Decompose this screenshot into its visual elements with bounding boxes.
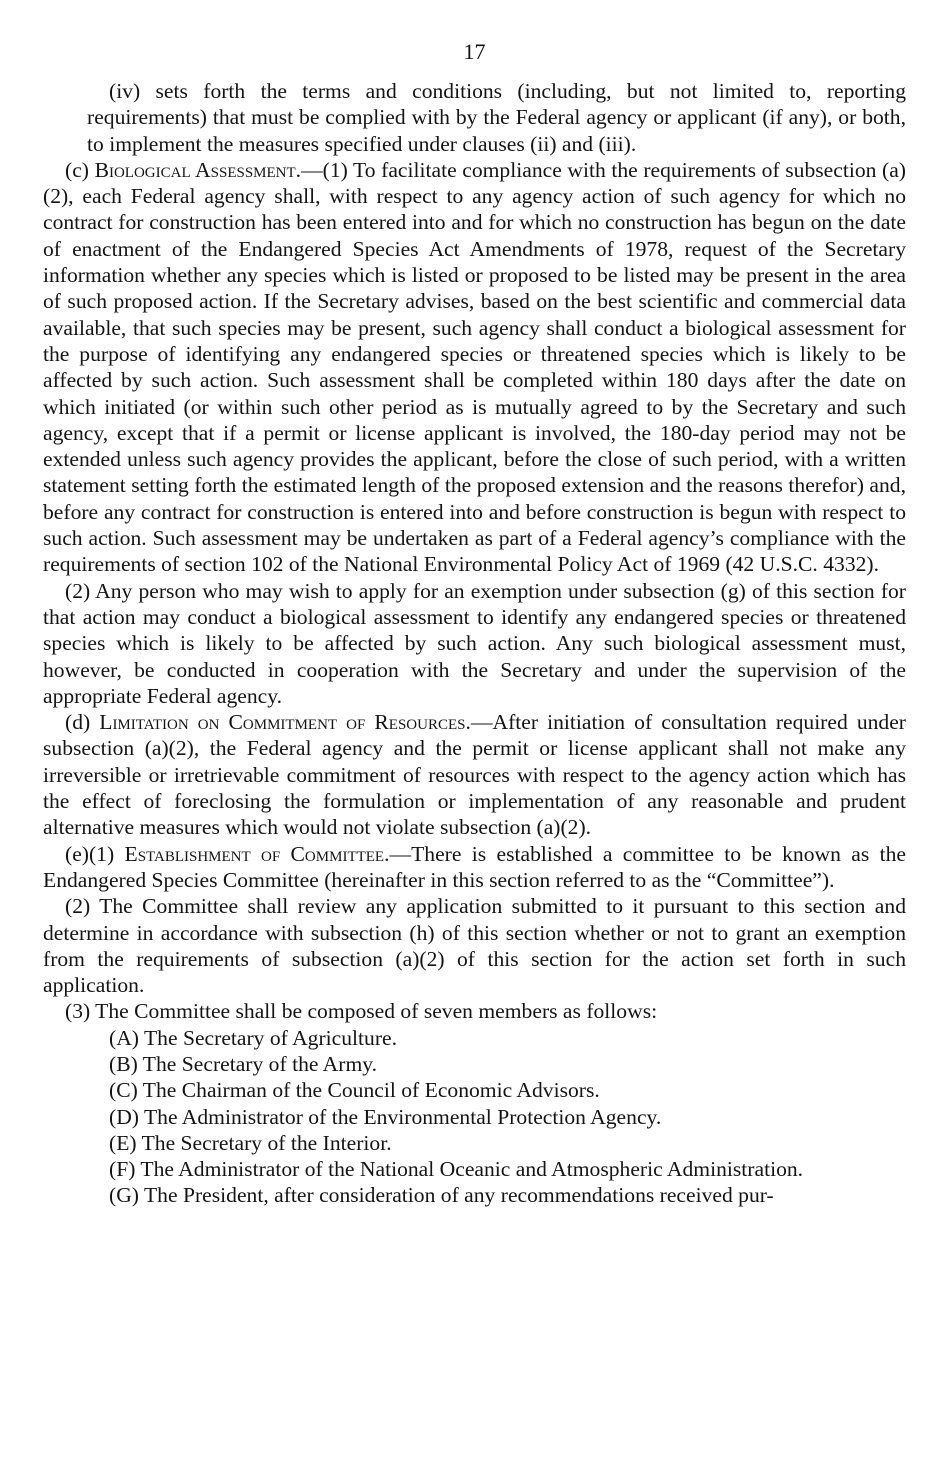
paragraph-d [43, 709, 906, 840]
member-item: (F) The Administrator of the National Oceanic and Atmospheric Administration. [109, 1157, 804, 1182]
member-item: (B) The Secretary of the Army. [109, 1051, 378, 1076]
member-item: (C) The Chairman of the Council of Economic Advisors. [109, 1078, 600, 1103]
paragraph-d-prefix: (d) [65, 710, 100, 735]
section-heading-limitation: Limitation on Commitment of Resources [99, 710, 466, 735]
paragraph-e1-body: .—There is established a committee to be known as the Endangered Species Committee (hereinafter in this section referred to as the “Committee”). [43, 841, 906, 892]
paragraph-e3: (3) The Committee shall be composed of seven members as follows: [65, 999, 658, 1024]
member-item: (D) The Administrator of the Environmental Protection Agency. [109, 1104, 662, 1129]
paragraph-c2: (2) Any person who may wish to apply for an exemption under subsection (g) of this section for that action may conduct a biological assessment to identify any endangered species or threatened species which is likely to be affected by such action. Any such biological assessment must, however, be conducted in cooperation with the Secretary and under the supervision of the appropriate Federal agency. [43, 578, 906, 708]
section-heading-biological-assessment: Biological Assessment [94, 157, 296, 182]
paragraph-e1 [43, 841, 906, 894]
paragraph-iv: (iv) sets forth the terms and conditions (including, but not limited to, reporting requirements) that must be complied with by the Federal agency or applicant (if any), or both, to implement the measures specified under clauses (ii) and (iii). [87, 79, 906, 156]
paragraph-c1-prefix: (c) [65, 157, 95, 182]
member-item: (E) The Secretary of the Interior. [109, 1130, 392, 1155]
member-item: (G) The President, after consideration of any recommendations received pur- [109, 1183, 774, 1208]
paragraph-c1 [43, 157, 906, 578]
section-heading-establishment: Establishment of Committee [124, 841, 385, 866]
paragraph-c1-body: .—(1) To facilitate compliance with the requirements of subsection (a)(2), each Federal agency shall, with respect to any agency action of such agency for which no contract for construction has been entered into and for which no construction has begun on the date of enactment of the Endangered Species Act Amendments of 1978, request of the Secretary information whether any species which is listed or proposed to be listed may be present in the area of such proposed action. If the Secretary advises, based on the best scientific and commercial data available, that such species may be present, such agency shall conduct a biological assessment for the purpose of identifying any endangered species or threatened species which is likely to be affected by such action. Such assessment shall be completed within 180 days after the date on which initiated (or within such other period as is mutually agreed to by the Secretary and such agency, except that if a permit or license applicant is involved, the 180-day period may not be extended unless such agency provides the applicant, before the close of such period, with a written statement setting forth the estimated length of the proposed extension and the reasons therefor) and, before any contract for construction is entered into and before construction is begun with respect to such action. Such assessment may be undertaken as part of a Federal agency’s compliance with the requirements of section 102 of the National Environmental Policy Act of 1969 (42 U.S.C. 4332). [43, 157, 906, 577]
paragraph-d-body: .—After initiation of consultation required under subsection (a)(2), the Federal agency and the permit or license applicant shall not make any irreversible or irretrievable commitment of resources with respect to the agency action which has the effect of foreclosing the formulation or implementation of any reasonable and prudent alternative measures which would not violate subsection (a)(2). [43, 710, 906, 840]
paragraph-e1-prefix: (e)(1) [65, 841, 125, 866]
page-number: 17 [463, 39, 486, 64]
paragraph-e2: (2) The Committee shall review any application submitted to it pursuant to this section and determine in accordance with subsection (h) of this section whether or not to grant an exemption from the requirements of subsection (a)(2) of this section for the action set forth in such application. [43, 894, 906, 998]
member-item: (A) The Secretary of Agriculture. [109, 1025, 398, 1050]
